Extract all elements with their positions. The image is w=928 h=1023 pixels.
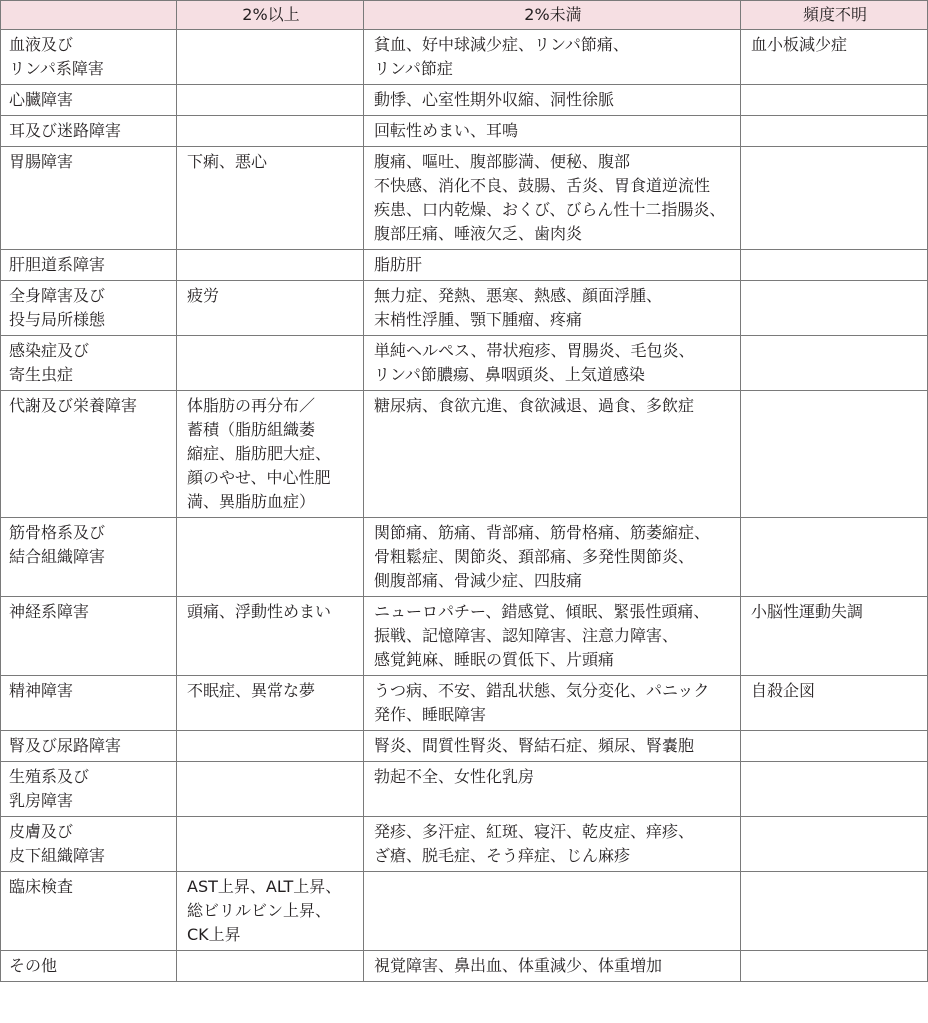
lt2-percent-cell (364, 872, 741, 951)
table-row (1, 518, 928, 597)
ge2-percent-cell (177, 336, 364, 391)
lt2-percent-cell (364, 597, 741, 676)
table-row (1, 147, 928, 250)
lt2-percent-cell-text: うつ病、不安、錯乱状態、気分変化、パニック 発作、睡眠障害 (374, 681, 710, 724)
lt2-percent-cell-text: 動悸、心室性期外収縮、洞性徐脈 (374, 90, 615, 109)
category-cell-text: 生殖系及び 乳房障害 (9, 767, 90, 810)
lt2-percent-cell (364, 30, 741, 85)
category-cell (1, 597, 177, 676)
category-cell-text: 耳及び迷路障害 (9, 121, 122, 140)
frequency-unknown-cell (741, 518, 928, 597)
ge2-percent-cell-text: 頭痛、浮動性めまい (187, 602, 332, 621)
table-row (1, 762, 928, 817)
table-row (1, 391, 928, 518)
ge2-percent-cell (177, 391, 364, 518)
lt2-percent-cell (364, 281, 741, 336)
table-row (1, 116, 928, 147)
category-cell-text: 皮膚及び 皮下組織障害 (9, 822, 106, 865)
lt2-percent-cell-text: 糖尿病、食欲亢進、食欲減退、過食、多飲症 (374, 396, 695, 415)
lt2-percent-cell-text: 発疹、多汗症、紅斑、寝汗、乾皮症、痒疹、 ざ瘡、脱毛症、そう痒症、じん麻疹 (374, 822, 695, 865)
lt2-percent-cell (364, 676, 741, 731)
category-cell-text: 精神障害 (9, 681, 74, 700)
ge2-percent-cell (177, 281, 364, 336)
lt2-percent-cell-text: 脂肪肝 (374, 255, 423, 274)
lt2-percent-cell (364, 951, 741, 982)
ge2-percent-cell (177, 676, 364, 731)
category-cell-text: 血液及び リンパ系障害 (9, 35, 104, 78)
lt2-percent-cell-text: 関節痛、筋痛、背部痛、筋骨格痛、筋萎縮症、 骨粗鬆症、関節炎、頚部痛、多発性関節炎、 側腹部痛、骨減少症、四肢痛 (374, 523, 711, 590)
category-cell (1, 116, 177, 147)
table-row (1, 817, 928, 872)
ge2-percent-cell (177, 762, 364, 817)
table-row (1, 872, 928, 951)
category-cell (1, 85, 177, 116)
category-cell (1, 951, 177, 982)
table-row (1, 250, 928, 281)
ge2-percent-cell (177, 731, 364, 762)
frequency-unknown-cell (741, 391, 928, 518)
lt2-percent-cell (364, 336, 741, 391)
lt2-percent-cell (364, 731, 741, 762)
table-row (1, 597, 928, 676)
ge2-percent-cell (177, 116, 364, 147)
ge2-percent-cell (177, 147, 364, 250)
ge2-percent-cell-text: 下痢、悪心 (187, 152, 268, 171)
table-row (1, 336, 928, 391)
category-cell (1, 817, 177, 872)
frequency-unknown-cell (741, 147, 928, 250)
lt2-percent-cell (364, 518, 741, 597)
ge2-percent-cell (177, 30, 364, 85)
frequency-unknown-cell-text: 小脳性運動失調 (751, 602, 864, 621)
lt2-percent-cell (364, 116, 741, 147)
lt2-percent-cell-text: 腎炎、間質性腎炎、腎結石症、頻尿、腎嚢胞 (374, 736, 695, 755)
category-cell (1, 250, 177, 281)
lt2-percent-cell (364, 391, 741, 518)
frequency-unknown-cell (741, 597, 928, 676)
ge2-percent-cell-text: 不眠症、異常な夢 (187, 681, 316, 700)
header-frequency-unknown: 頻度不明 (741, 1, 928, 30)
ge2-percent-cell (177, 817, 364, 872)
table-row (1, 731, 928, 762)
frequency-unknown-cell (741, 762, 928, 817)
ge2-percent-cell-text: 疲労 (187, 286, 220, 305)
frequency-unknown-cell (741, 116, 928, 147)
frequency-unknown-cell (741, 676, 928, 731)
ge2-percent-cell (177, 518, 364, 597)
category-cell (1, 676, 177, 731)
category-cell-text: 感染症及び 寄生虫症 (9, 341, 90, 384)
category-cell (1, 731, 177, 762)
lt2-percent-cell-text: 回転性めまい、耳鳴 (374, 121, 519, 140)
frequency-unknown-cell (741, 731, 928, 762)
table-row (1, 676, 928, 731)
header-row (1, 1, 928, 30)
lt2-percent-cell (364, 85, 741, 116)
category-cell-text: 腎及び尿路障害 (9, 736, 122, 755)
category-cell (1, 518, 177, 597)
header-category (1, 1, 177, 30)
ge2-percent-cell (177, 872, 364, 951)
frequency-unknown-cell (741, 951, 928, 982)
category-cell-text: 胃腸障害 (9, 152, 74, 171)
frequency-unknown-cell (741, 250, 928, 281)
table-row (1, 30, 928, 85)
category-cell (1, 872, 177, 951)
lt2-percent-cell-text: 腹痛、嘔吐、腹部膨満、便秘、腹部 不快感、消化不良、鼓腸、舌炎、胃食道逆流性 疾患、口内乾燥、おくび、びらん性十二指腸炎、 腹部圧痛、唾液欠乏、歯肉炎 (374, 152, 726, 243)
table-row (1, 85, 928, 116)
lt2-percent-cell (364, 147, 741, 250)
frequency-unknown-cell (741, 872, 928, 951)
table-row (1, 281, 928, 336)
category-cell-text: 肝胆道系障害 (9, 255, 106, 274)
lt2-percent-cell-text: 勃起不全、女性化乳房 (374, 767, 535, 786)
category-cell-text: 筋骨格系及び 結合組織障害 (9, 523, 106, 566)
category-cell (1, 762, 177, 817)
frequency-unknown-cell (741, 30, 928, 85)
ge2-percent-cell-text: AST上昇、ALT上昇、 総ビリルビン上昇、 CK上昇 (187, 877, 342, 944)
ge2-percent-cell (177, 250, 364, 281)
lt2-percent-cell (364, 817, 741, 872)
frequency-unknown-cell-text: 自殺企図 (751, 681, 816, 700)
frequency-unknown-cell-text: 血小板減少症 (751, 35, 848, 54)
ge2-percent-cell (177, 85, 364, 116)
frequency-unknown-cell (741, 281, 928, 336)
category-cell-text: 臨床検査 (9, 877, 74, 896)
category-cell-text: その他 (9, 956, 58, 975)
ge2-percent-cell-text: 体脂肪の再分布／ 蓄積（脂肪組織萎 縮症、脂肪肥大症、 顔のやせ、中心性肥 満、異脂肪血症） (187, 396, 332, 511)
ge2-percent-cell (177, 951, 364, 982)
lt2-percent-cell (364, 762, 741, 817)
category-cell-text: 全身障害及び 投与局所様態 (9, 286, 106, 329)
lt2-percent-cell-text: ニューロパチー、錯感覚、傾眠、緊張性頭痛、 振戦、記憶障害、認知障害、注意力障害、 感覚鈍麻、睡眠の質低下、片頭痛 (374, 602, 710, 669)
category-cell (1, 147, 177, 250)
frequency-unknown-cell (741, 817, 928, 872)
header-ge2-percent: 2%以上 (177, 1, 364, 30)
category-cell-text: 心臓障害 (9, 90, 74, 109)
lt2-percent-cell-text: 単純ヘルペス、帯状疱疹、胃腸炎、毛包炎、 リンパ節膿瘍、鼻咽頭炎、上気道感染 (374, 341, 695, 384)
category-cell (1, 281, 177, 336)
category-cell (1, 30, 177, 85)
category-cell (1, 391, 177, 518)
category-cell-text: 代謝及び栄養障害 (9, 396, 138, 415)
lt2-percent-cell (364, 250, 741, 281)
ge2-percent-cell (177, 597, 364, 676)
category-cell-text: 神経系障害 (9, 602, 90, 621)
table-row (1, 951, 928, 982)
category-cell (1, 336, 177, 391)
header-lt2-percent: 2%未満 (364, 1, 741, 30)
lt2-percent-cell-text: 視覚障害、鼻出血、体重減少、体重増加 (374, 956, 663, 975)
frequency-unknown-cell (741, 85, 928, 116)
lt2-percent-cell-text: 無力症、発熱、悪寒、熱感、顔面浮腫、 末梢性浮腫、顎下腫瘤、疼痛 (374, 286, 663, 329)
lt2-percent-cell-text: 貧血、好中球減少症、リンパ節痛、 リンパ節症 (374, 35, 629, 78)
frequency-unknown-cell (741, 336, 928, 391)
